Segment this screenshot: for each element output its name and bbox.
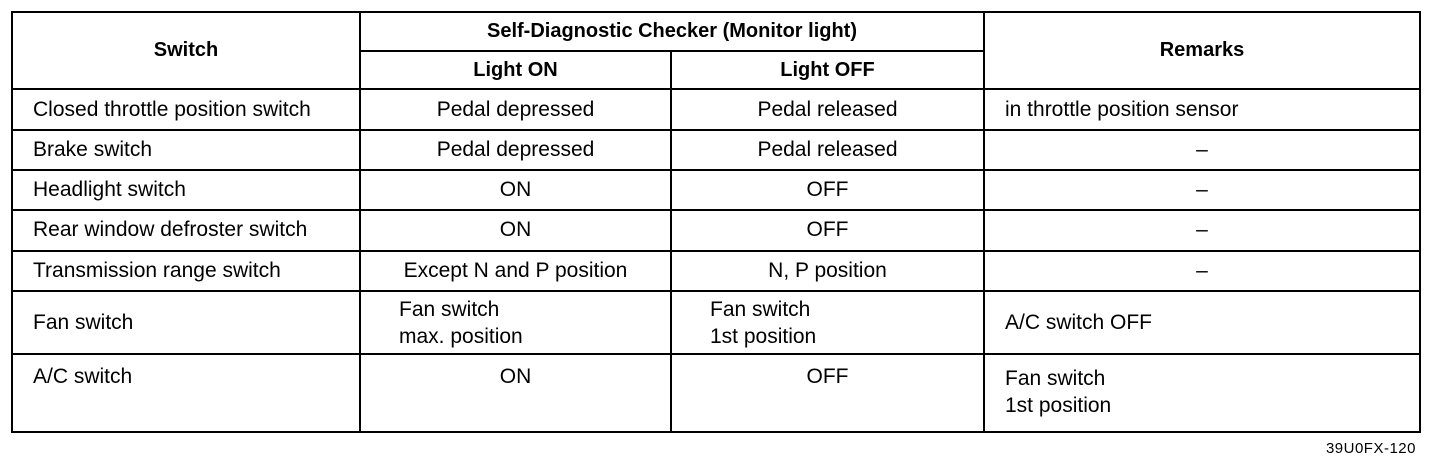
row-light-on: Pedal depressed (360, 89, 671, 130)
row-remarks: – (984, 170, 1420, 210)
row-light-off-line: 1st position (710, 324, 817, 348)
row-switch: Rear window defroster switch (12, 210, 360, 251)
table-row (12, 130, 1420, 170)
row-remarks: in throttle position sensor (984, 89, 1420, 130)
row-light-on-line: max. position (399, 324, 523, 348)
header-switch: Switch (12, 12, 360, 89)
table-row (12, 89, 1420, 130)
row-switch: Fan switch (12, 291, 360, 354)
row-light-off-line: Fan switch (710, 297, 811, 321)
row-switch: Headlight switch (12, 170, 360, 210)
header-remarks: Remarks (984, 12, 1420, 89)
row-remarks-line: Fan switch (1005, 367, 1106, 391)
header-self-diagnostic: Self-Diagnostic Checker (Monitor light) (360, 12, 984, 51)
table-row (12, 354, 1420, 432)
row-remarks: – (984, 210, 1420, 251)
row-light-on: ON (360, 354, 671, 432)
header-light-off: Light OFF (671, 51, 984, 90)
table-row (12, 210, 1420, 251)
row-switch: Closed throttle position switch (12, 89, 360, 130)
row-light-on: Except N and P position (360, 251, 671, 292)
table-row (12, 291, 1420, 354)
table-row (12, 251, 1420, 292)
row-light-on (360, 291, 671, 354)
row-light-off: Pedal released (671, 130, 984, 170)
table-row (12, 170, 1420, 210)
row-switch: A/C switch (12, 354, 360, 432)
diagnostic-table (11, 11, 1421, 433)
header-light-on: Light ON (360, 51, 671, 90)
row-light-on: ON (360, 210, 671, 251)
row-light-on: Pedal depressed (360, 130, 671, 170)
figure-id: 39U0FX-120 (1325, 440, 1416, 457)
row-remarks: – (984, 130, 1420, 170)
row-switch: Brake switch (12, 130, 360, 170)
row-remarks (984, 354, 1420, 432)
row-light-off (671, 291, 984, 354)
row-light-on-line: Fan switch (399, 297, 500, 321)
row-remarks: A/C switch OFF (984, 291, 1420, 354)
row-remarks: – (984, 251, 1420, 292)
row-remarks-line: 1st position (1005, 394, 1112, 418)
row-switch: Transmission range switch (12, 251, 360, 292)
row-light-off: N, P position (671, 251, 984, 292)
row-light-on: ON (360, 170, 671, 210)
row-light-off: Pedal released (671, 89, 984, 130)
row-light-off: OFF (671, 210, 984, 251)
row-light-off: OFF (671, 170, 984, 210)
row-light-off: OFF (671, 354, 984, 432)
